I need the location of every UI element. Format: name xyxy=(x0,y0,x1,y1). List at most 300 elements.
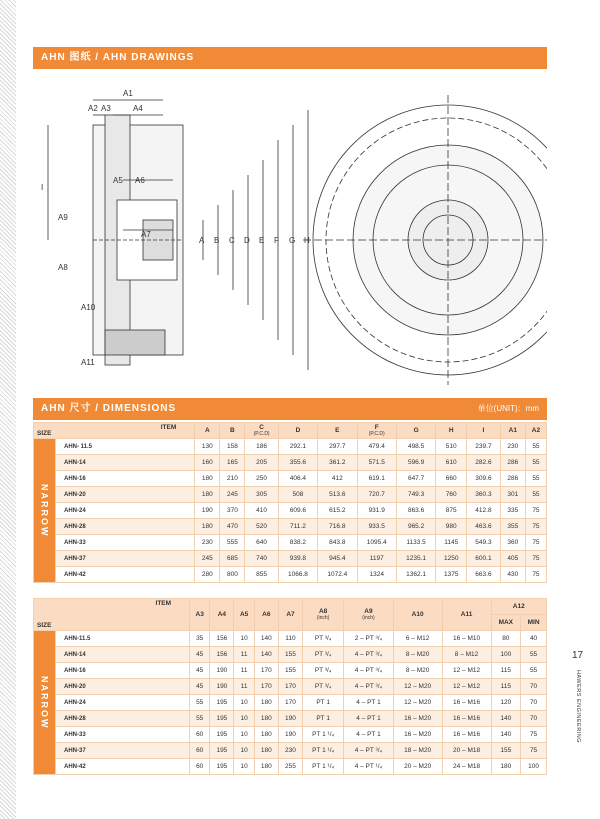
table-cell: PT 1 xyxy=(303,695,344,711)
label-d: D xyxy=(244,236,250,245)
column-header-sub: (P.C.D) xyxy=(368,431,385,437)
table-cell: 230 xyxy=(195,535,220,551)
table-cell: 1362.1 xyxy=(396,567,435,583)
column-header-label: E xyxy=(335,427,340,434)
label-g: G xyxy=(289,236,296,245)
table-cell: 660 xyxy=(436,471,467,487)
table-cell: 1197 xyxy=(357,551,396,567)
table-cell: 186 xyxy=(245,439,278,455)
table-cell: 405 xyxy=(500,551,525,567)
table-cell: 35 xyxy=(190,631,210,647)
table-row xyxy=(34,503,547,519)
table-cell: 120 xyxy=(491,695,521,711)
model-cell: AHN-16 xyxy=(56,471,195,487)
table-cell: 55 xyxy=(190,711,210,727)
table-cell: 498.5 xyxy=(396,439,435,455)
table-cell: 305 xyxy=(245,487,278,503)
table-cell: 158 xyxy=(220,439,245,455)
table-cell: 945.4 xyxy=(318,551,357,567)
table-cell: 180 xyxy=(254,743,278,759)
column-header xyxy=(195,423,220,439)
table-cell: 711.2 xyxy=(278,519,317,535)
table-row xyxy=(34,455,547,471)
table-cell: 100 xyxy=(491,647,521,663)
column-header xyxy=(357,423,396,439)
table-cell: 180 xyxy=(254,727,278,743)
column-header-label: A3 xyxy=(195,611,204,618)
table-row xyxy=(34,439,547,455)
label-h: H xyxy=(304,236,310,245)
table-cell: 4 – PT 1 xyxy=(344,711,393,727)
brand-vertical-text: HAWERS ENGINEERING xyxy=(575,670,581,743)
label-a: A xyxy=(199,236,205,245)
size-label: SIZE xyxy=(37,622,52,629)
table-cell: 10 xyxy=(234,631,254,647)
table-cell: 230 xyxy=(278,743,302,759)
table-cell: 360.3 xyxy=(467,487,501,503)
model-cell: AHN-20 xyxy=(56,487,195,503)
technical-drawing xyxy=(33,80,547,390)
table-cell: 309.6 xyxy=(467,471,501,487)
table-cell: 45 xyxy=(190,647,210,663)
table-cell: 75 xyxy=(521,727,547,743)
table-cell: 513.6 xyxy=(318,487,357,503)
table-cell: 190 xyxy=(278,711,302,727)
column-header xyxy=(525,423,546,439)
table-cell: 10 xyxy=(234,711,254,727)
table-cell: 40 xyxy=(521,631,547,647)
table-cell: 180 xyxy=(254,711,278,727)
table-cell: 165 xyxy=(220,455,245,471)
table-cell: 863.6 xyxy=(396,503,435,519)
table-cell: 239.7 xyxy=(467,439,501,455)
table-cell: 360 xyxy=(500,535,525,551)
table-cell: 965.2 xyxy=(396,519,435,535)
table-cell: 60 xyxy=(190,759,210,775)
dimensions-table-2 xyxy=(33,598,547,775)
table-cell: 335 xyxy=(500,503,525,519)
table-cell: 749.3 xyxy=(396,487,435,503)
table-cell: PT ³/₄ xyxy=(303,631,344,647)
table-cell: 280 xyxy=(195,567,220,583)
drawings-banner xyxy=(33,47,547,69)
table-cell: 980 xyxy=(436,519,467,535)
table-cell: 180 xyxy=(254,759,278,775)
model-cell: AHN-11.5 xyxy=(56,631,190,647)
table-row xyxy=(34,743,547,759)
table-cell: 45 xyxy=(190,663,210,679)
a12-header: A12 xyxy=(491,599,547,615)
table-cell: PT 1 xyxy=(303,711,344,727)
table-cell: 195 xyxy=(210,695,234,711)
table-cell: 619.1 xyxy=(357,471,396,487)
table-row xyxy=(34,727,547,743)
table-cell: 720.7 xyxy=(357,487,396,503)
table-cell: 170 xyxy=(254,663,278,679)
table-cell: 18 – M20 xyxy=(393,743,442,759)
table-cell: 740 xyxy=(245,551,278,567)
table-cell: 10 xyxy=(234,759,254,775)
table-cell: 140 xyxy=(491,711,521,727)
table-cell: 130 xyxy=(195,439,220,455)
table-cell: 838.2 xyxy=(278,535,317,551)
table-cell: 370 xyxy=(220,503,245,519)
table-cell: 685 xyxy=(220,551,245,567)
column-header-sub: (inch) xyxy=(316,615,330,621)
table-cell: 8 – M20 xyxy=(393,663,442,679)
table-cell: 55 xyxy=(521,647,547,663)
column-header-label: I xyxy=(482,427,485,434)
table-cell: 180 xyxy=(254,695,278,711)
table-cell: 933.5 xyxy=(357,519,396,535)
table-cell: 410 xyxy=(245,503,278,519)
table-cell: 75 xyxy=(525,567,546,583)
table-cell: 190 xyxy=(278,727,302,743)
table-cell: 1250 xyxy=(436,551,467,567)
table-cell: 70 xyxy=(521,711,547,727)
table-cell: 70 xyxy=(521,679,547,695)
table-cell: 2 – PT ³/₄ xyxy=(344,631,393,647)
table-cell: PT ³/₄ xyxy=(303,647,344,663)
table-cell: 190 xyxy=(210,663,234,679)
column-header xyxy=(442,599,491,631)
model-cell: AHN-37 xyxy=(56,743,190,759)
side-hatch-strip xyxy=(0,0,16,819)
table-cell: 470 xyxy=(220,519,245,535)
table-cell: 463.6 xyxy=(467,519,501,535)
model-cell: AHN-42 xyxy=(56,567,195,583)
table-cell: 75 xyxy=(525,503,546,519)
table-cell: 60 xyxy=(190,727,210,743)
column-header xyxy=(278,423,317,439)
table-cell: 11 xyxy=(234,663,254,679)
table-cell: 4 – PT ³/₄ xyxy=(344,743,393,759)
column-header xyxy=(344,599,393,631)
table-row xyxy=(34,567,547,583)
item-size-header xyxy=(34,423,195,439)
table-cell: 16 – M10 xyxy=(442,631,491,647)
column-header-label: F xyxy=(374,424,379,431)
table-cell: 11 xyxy=(234,679,254,695)
table-cell: 549.3 xyxy=(467,535,501,551)
column-header-label: A5 xyxy=(239,611,249,618)
table-cell: 55 xyxy=(190,695,210,711)
table-cell: 10 xyxy=(234,727,254,743)
table-cell: 10 xyxy=(234,743,254,759)
model-cell: AHN-24 xyxy=(56,503,195,519)
table-cell: 508 xyxy=(278,487,317,503)
column-header xyxy=(278,599,302,631)
table-cell: PT ³/₄ xyxy=(303,679,344,695)
table-cell: 245 xyxy=(220,487,245,503)
table-cell: 286 xyxy=(500,455,525,471)
dimensions-title: AHN 尺寸 / DIMENSIONS xyxy=(41,403,177,414)
column-header-label: D xyxy=(295,427,301,434)
table-row xyxy=(34,535,547,551)
table-cell: 140 xyxy=(491,727,521,743)
column-header xyxy=(396,423,435,439)
table-cell: 1145 xyxy=(436,535,467,551)
table-cell: 170 xyxy=(254,679,278,695)
table-cell: 155 xyxy=(491,743,521,759)
label-e: E xyxy=(259,236,265,245)
model-cell: AHN-33 xyxy=(56,535,195,551)
table-cell: 931.9 xyxy=(357,503,396,519)
table-cell: 195 xyxy=(210,759,234,775)
column-header-sub: (P.C.D) xyxy=(253,431,270,437)
column-header-label: H xyxy=(448,427,454,434)
table-cell: 479.4 xyxy=(357,439,396,455)
table-cell: 4 – PT ³/₄ xyxy=(344,663,393,679)
column-header-label: A4 xyxy=(217,611,227,618)
column-header xyxy=(254,599,278,631)
table-cell: 45 xyxy=(190,679,210,695)
item-label: ITEM xyxy=(160,424,177,431)
label-c: C xyxy=(229,236,235,245)
table-cell: 180 xyxy=(491,759,521,775)
table-cell: 75 xyxy=(525,519,546,535)
column-header xyxy=(318,423,357,439)
narrow-side-label: NARROW xyxy=(34,631,56,775)
model-cell: AHN-20 xyxy=(56,679,190,695)
table-cell: 406.4 xyxy=(278,471,317,487)
table-cell: 16 – M16 xyxy=(442,727,491,743)
column-header-label: A9 xyxy=(364,608,373,615)
label-a10: A10 xyxy=(81,303,96,312)
table-cell: 10 xyxy=(234,695,254,711)
table-cell: 716.8 xyxy=(318,519,357,535)
table-cell: 230 xyxy=(500,439,525,455)
table-cell: 555 xyxy=(220,535,245,551)
label-a3: A3 xyxy=(101,104,111,113)
model-cell: AHN-28 xyxy=(56,519,195,535)
table-cell: 140 xyxy=(254,631,278,647)
table-cell: 355 xyxy=(500,519,525,535)
table-cell: 855 xyxy=(245,567,278,583)
unit-label: 单位(UNIT)：mm xyxy=(477,404,539,413)
table-cell: 361.2 xyxy=(318,455,357,471)
table-cell: 640 xyxy=(245,535,278,551)
dimensions-banner xyxy=(33,398,547,420)
table-cell: 170 xyxy=(278,679,302,695)
column-header xyxy=(500,423,525,439)
table-cell: 6 – M12 xyxy=(393,631,442,647)
table-cell: 800 xyxy=(220,567,245,583)
column-header-label: A2 xyxy=(531,427,541,434)
table-cell: 510 xyxy=(436,439,467,455)
table-cell: 12 – M12 xyxy=(442,679,491,695)
table-row xyxy=(34,679,547,695)
column-header xyxy=(393,599,442,631)
table-cell: 180 xyxy=(195,487,220,503)
label-a2: A2 xyxy=(88,104,98,113)
table-cell: 596.9 xyxy=(396,455,435,471)
table-cell: 1324 xyxy=(357,567,396,583)
table-cell: 55 xyxy=(525,455,546,471)
table-cell: 520 xyxy=(245,519,278,535)
column-header-label: A xyxy=(204,427,210,434)
table-cell: 60 xyxy=(190,743,210,759)
column-header xyxy=(234,599,254,631)
table-row xyxy=(34,695,547,711)
table-row xyxy=(34,487,547,503)
table-cell: 190 xyxy=(195,503,220,519)
table-cell: 615.2 xyxy=(318,503,357,519)
table-cell: 297.7 xyxy=(318,439,357,455)
label-a7: A7 xyxy=(141,230,151,239)
table-cell: 160 xyxy=(195,455,220,471)
item-label: ITEM xyxy=(155,600,172,607)
narrow-side-label: NARROW xyxy=(34,439,56,583)
table-cell: 24 – M18 xyxy=(442,759,491,775)
column-header xyxy=(303,599,344,631)
table-cell: 20 – M18 xyxy=(442,743,491,759)
table-cell: 205 xyxy=(245,455,278,471)
table-cell: 301 xyxy=(500,487,525,503)
table-cell: 210 xyxy=(220,471,245,487)
table-cell: 16 – M20 xyxy=(393,727,442,743)
table-cell: 4 – PT ³/₄ xyxy=(344,647,393,663)
label-a9: A9 xyxy=(58,213,68,222)
dimensions-table-1 xyxy=(33,422,547,583)
table-row xyxy=(34,519,547,535)
label-a1: A1 xyxy=(123,89,133,98)
table-cell: 115 xyxy=(491,663,521,679)
table-cell: 4 – PT ¹/₄ xyxy=(344,759,393,775)
table-row xyxy=(34,663,547,679)
table-cell: 412 xyxy=(318,471,357,487)
item-size-header xyxy=(34,599,190,631)
table-cell: 12 – M20 xyxy=(393,695,442,711)
label-b: B xyxy=(214,236,220,245)
table-cell: 1133.5 xyxy=(396,535,435,551)
table-cell: 55 xyxy=(525,439,546,455)
table-row xyxy=(34,647,547,663)
min-header: MIN xyxy=(521,615,547,631)
table-cell: 571.5 xyxy=(357,455,396,471)
table-cell: 4 – PT 1 xyxy=(344,727,393,743)
table-cell: 610 xyxy=(436,455,467,471)
table-cell: 282.6 xyxy=(467,455,501,471)
table-cell: 115 xyxy=(491,679,521,695)
label-a8: A8 xyxy=(58,263,68,272)
column-header-label: B xyxy=(230,427,235,434)
table-cell: 170 xyxy=(278,695,302,711)
table-cell: 180 xyxy=(195,471,220,487)
table-cell: 843.8 xyxy=(318,535,357,551)
table-cell: 1066.8 xyxy=(278,567,317,583)
model-cell: AHN-37 xyxy=(56,551,195,567)
table-cell: 355.6 xyxy=(278,455,317,471)
label-a6: A6 xyxy=(135,176,145,185)
table-cell: 156 xyxy=(210,647,234,663)
table-cell: 4 – PT ³/₄ xyxy=(344,679,393,695)
column-header-label: A7 xyxy=(286,611,295,618)
table-cell: 70 xyxy=(521,695,547,711)
label-i: I xyxy=(41,183,44,192)
table-cell: 12 – M12 xyxy=(442,663,491,679)
table-cell: 155 xyxy=(278,647,302,663)
table-cell: 55 xyxy=(521,663,547,679)
table-cell: PT ³/₄ xyxy=(303,663,344,679)
table-cell: 4 – PT 1 xyxy=(344,695,393,711)
table-cell: 875 xyxy=(436,503,467,519)
column-header-label: G xyxy=(413,427,419,434)
table-cell: 80 xyxy=(491,631,521,647)
column-header-label: A8 xyxy=(318,608,328,615)
table-cell: 75 xyxy=(525,551,546,567)
table-cell: 155 xyxy=(278,663,302,679)
table-cell: 12 – M20 xyxy=(393,679,442,695)
model-cell: AHN-24 xyxy=(56,695,190,711)
table-cell: 1095.4 xyxy=(357,535,396,551)
table-cell: 286 xyxy=(500,471,525,487)
table-cell: 8 – M20 xyxy=(393,647,442,663)
label-a11: A11 xyxy=(81,358,95,367)
table-cell: 190 xyxy=(210,679,234,695)
table-cell: 156 xyxy=(210,631,234,647)
table-row xyxy=(34,711,547,727)
column-header xyxy=(190,599,210,631)
table-cell: 663.6 xyxy=(467,567,501,583)
table-cell: 100 xyxy=(521,759,547,775)
table-cell: 250 xyxy=(245,471,278,487)
table-cell: 647.7 xyxy=(396,471,435,487)
table-cell: 255 xyxy=(278,759,302,775)
column-header xyxy=(220,423,245,439)
table-cell: 140 xyxy=(254,647,278,663)
table-cell: 939.8 xyxy=(278,551,317,567)
label-a5: A5 xyxy=(113,176,123,185)
model-cell: AHN-14 xyxy=(56,647,190,663)
label-f: F xyxy=(274,236,279,245)
column-header xyxy=(245,423,278,439)
table-cell: 609.6 xyxy=(278,503,317,519)
table-cell: 600.1 xyxy=(467,551,501,567)
table-cell: 1235.1 xyxy=(396,551,435,567)
table-cell: 1375 xyxy=(436,567,467,583)
table-cell: 55 xyxy=(525,487,546,503)
model-cell: AHN-33 xyxy=(56,727,190,743)
table-cell: PT 1 ¹/₄ xyxy=(303,743,344,759)
table-cell: 75 xyxy=(521,743,547,759)
column-header xyxy=(210,599,234,631)
table-cell: 195 xyxy=(210,711,234,727)
table-cell: 8 – M12 xyxy=(442,647,491,663)
table-row xyxy=(34,471,547,487)
table-cell: PT 1 ¹/₄ xyxy=(303,759,344,775)
table-row xyxy=(34,759,547,775)
table-cell: 180 xyxy=(195,519,220,535)
column-header-label: A10 xyxy=(411,611,424,618)
table-row xyxy=(34,551,547,567)
table-cell: 412.8 xyxy=(467,503,501,519)
table-cell: 110 xyxy=(278,631,302,647)
table-cell: 430 xyxy=(500,567,525,583)
drawings-title: AHN 图纸 / AHN DRAWINGS xyxy=(41,52,195,63)
table-cell: 760 xyxy=(436,487,467,503)
table-cell: 292.1 xyxy=(278,439,317,455)
column-header xyxy=(436,423,467,439)
table-cell: 16 – M16 xyxy=(442,711,491,727)
table-cell: 20 – M20 xyxy=(393,759,442,775)
column-header-label: A11 xyxy=(460,611,473,618)
table-cell: 55 xyxy=(525,471,546,487)
table-cell: 245 xyxy=(195,551,220,567)
max-header: MAX xyxy=(491,615,521,631)
column-header-label: C xyxy=(259,424,264,431)
size-label: SIZE xyxy=(37,430,52,437)
